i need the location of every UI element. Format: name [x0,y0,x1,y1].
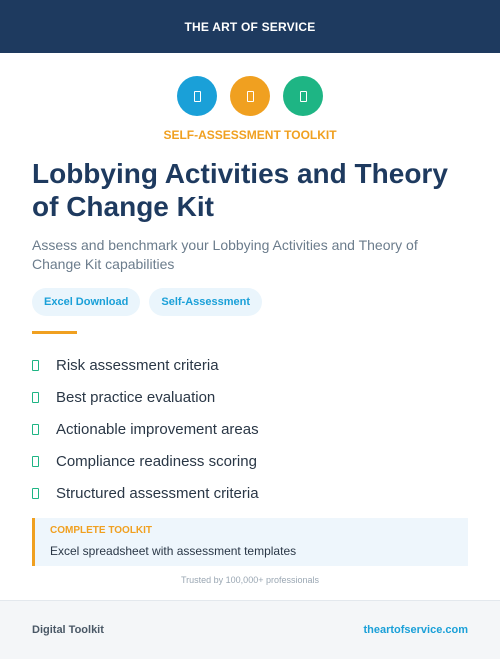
green-doc-icon [283,76,323,116]
feature-list [32,349,259,509]
check-icon [32,360,39,371]
list-item [32,445,259,477]
check-icon [32,424,39,435]
feature-label: Actionable improvement areas [56,420,259,438]
check-icon [32,488,39,499]
top-banner [0,0,500,53]
accent-divider [32,331,77,334]
blue-doc-icon [177,76,217,116]
page-subtitle: Assess and benchmark your Lobbying Activities and Theory of Change Kit capabilities [32,237,418,272]
website-link[interactable]: theartofservice.com [363,624,468,636]
document-glyph-icon [247,91,254,102]
list-item [32,349,259,381]
tag-self-assessment: Self-Assessment [149,288,262,316]
feature-label: Structured assessment criteria [56,484,259,502]
toolkit-callout [32,518,468,566]
tag-excel-download: Excel Download [32,288,140,316]
feature-label: Risk assessment criteria [56,356,219,374]
footer-label: Digital Toolkit [32,624,104,636]
icon-row [0,76,500,116]
trusted-note: Trusted by 100,000+ professionals [180,575,319,585]
feature-label: Compliance readiness scoring [56,452,257,470]
callout-text: Excel spreadsheet with assessment templates [50,544,297,558]
callout-label: COMPLETE TOOLKIT [50,525,153,536]
check-icon [32,392,39,403]
brand-title: THE ART OF SERVICE [184,19,316,34]
document-glyph-icon [194,91,201,102]
tag-list [32,288,262,316]
list-item [32,477,259,509]
list-item [32,381,259,413]
check-icon [32,456,39,467]
feature-label: Best practice evaluation [56,388,216,406]
document-glyph-icon [300,91,307,102]
footer [0,600,500,659]
list-item [32,413,259,445]
toolkit-eyebrow: SELF-ASSESSMENT TOOLKIT [163,128,337,142]
orange-doc-icon [230,76,270,116]
page-title: Lobbying Activities and Theory of Change Kit [32,158,448,222]
